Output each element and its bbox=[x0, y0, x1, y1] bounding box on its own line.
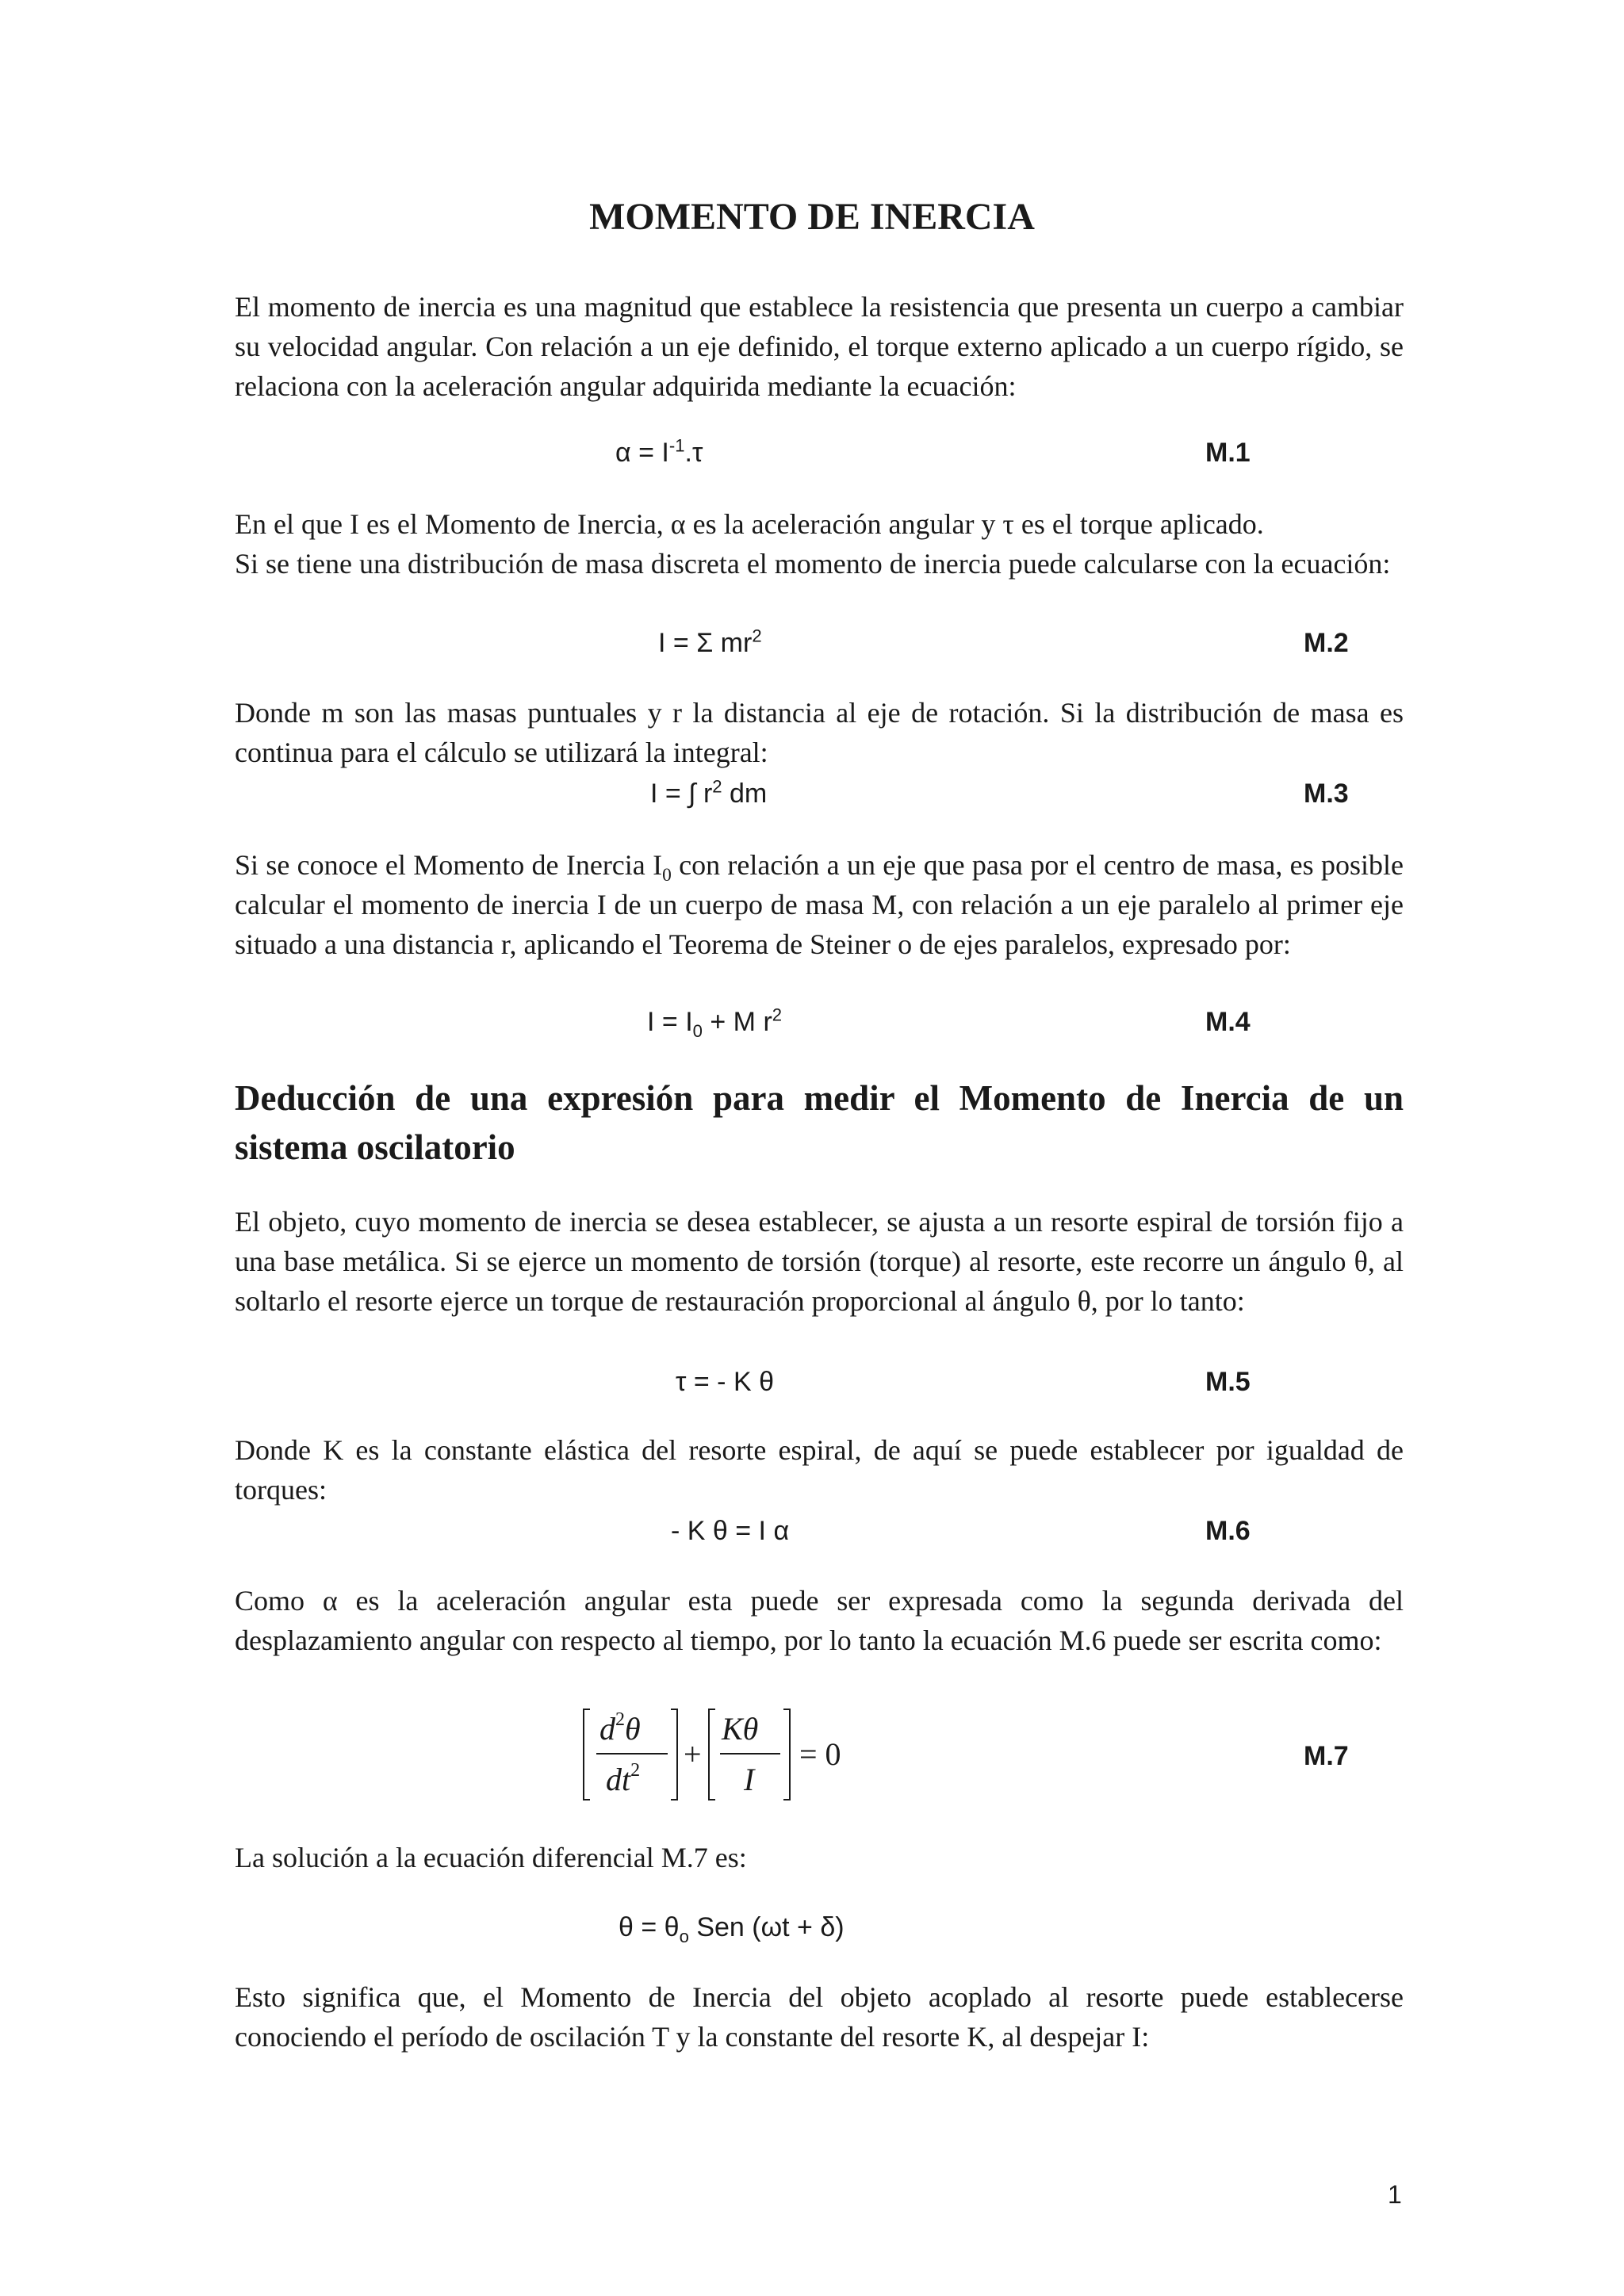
paragraph-intro: El momento de inercia es una magnitud que establece la resistencia que presenta un cuerpo a cambiar su velocidad angular. Con relación a un eje definido, el torque externo aplicado a un cuerpo rígido, se relaciona con la aceleración angular adquirida mediante la ecuación: bbox=[235, 291, 1404, 402]
fraction-1-denominator: $dt^2$ bbox=[606, 1760, 641, 1797]
paragraph-spring: El objeto, cuyo momento de inercia se desea establecer, se ajusta a un resorte espiral de torsión fijo a una base metálica. Si se ejerce un momento de torsión (torque) al resorte, este recorre un ángulo θ, al soltarlo el resorte ejerce un torque de restauración proporcional al ángulo θ, por lo tanto: bbox=[235, 1206, 1404, 1317]
equation-m6-expr: - K θ = I α bbox=[671, 1516, 790, 1546]
fraction-2-denominator: I bbox=[744, 1762, 755, 1797]
equation-m3-expr: I = ∫ $r^2$ dm bbox=[650, 776, 768, 809]
equation-m3-label: M.3 bbox=[1304, 779, 1349, 809]
plus-sign: + bbox=[684, 1736, 702, 1772]
equation-m6-label: M.6 bbox=[1205, 1516, 1251, 1546]
page-number: 1 bbox=[1388, 2180, 1402, 2209]
equation-m1 bbox=[235, 433, 1404, 473]
equation-m4-label: M.4 bbox=[1205, 1007, 1251, 1037]
page-title: MOMENTO DE INERCIA bbox=[589, 196, 1035, 238]
equation-solution-expr: $\theta = \theta_o$ Sen (ωt + δ) bbox=[619, 1912, 845, 1946]
equation-m1-expr: $\alpha = I^{-1}.\tau$ bbox=[615, 435, 703, 468]
equation-m7 bbox=[235, 1736, 1404, 1776]
paragraph-angular-acceleration: Como α es la aceleración angular esta puede ser expresada como la segunda derivada del desplazamiento angular con respecto al tiempo, por lo tanto la ecuación M.6 puede ser escrita como: bbox=[235, 1585, 1404, 1656]
section-heading: Deducción de una expresión para medir el Momento de Inercia de un sistema oscilatorio bbox=[235, 1078, 1404, 1167]
equation-m5-label: M.5 bbox=[1205, 1367, 1251, 1397]
equation-m4-expr: $I = I_0 + M$ $r^2$ bbox=[647, 1004, 783, 1041]
paragraph-continuous-mass: Donde m son las masas puntuales y r la distancia al eje de rotación. Si la distribución de masa es continua para el cálculo se utilizará la integral: bbox=[235, 697, 1404, 768]
equation-m1-label: M.1 bbox=[1205, 438, 1251, 468]
equals-zero: = 0 bbox=[799, 1736, 841, 1772]
equation-m5 bbox=[235, 1362, 1404, 1402]
paragraph-discrete-mass: Si se tiene una distribución de masa discreta el momento de inercia puede calcularse con la ecuación: bbox=[235, 548, 1391, 580]
equation-m4 bbox=[235, 1002, 1404, 1042]
paragraph-solution: La solución a la ecuación diferencial M.7 es: bbox=[235, 1842, 747, 1873]
equation-m5-expr: τ = - K θ bbox=[676, 1367, 774, 1397]
paragraph-conclusion: Esto significa que, el Momento de Inercia del objeto acoplado al resorte puede establecerse conociendo el período de oscilación T y la constante del resorte K, al despejar I: bbox=[235, 1981, 1404, 2053]
equation-m2 bbox=[235, 623, 1404, 663]
equation-m2-expr: I = Σ $mr^2$ bbox=[658, 626, 762, 658]
equation-m7-label: M.7 bbox=[1304, 1741, 1349, 1771]
fraction-1-numerator: $d^2\theta$ bbox=[599, 1709, 641, 1747]
equation-m6 bbox=[235, 1511, 1404, 1551]
equation-m2-label: M.2 bbox=[1304, 628, 1349, 658]
equation-solution bbox=[235, 1908, 1404, 1947]
equation-m3 bbox=[235, 774, 1404, 813]
paragraph-elastic-constant: Donde K es la constante elástica del resorte espiral, de aquí se puede establecer por igualdad de torques: bbox=[235, 1434, 1404, 1506]
fraction-2-numerator: Kθ bbox=[722, 1711, 759, 1747]
paragraph-steiner: Si se conoce el Momento de Inercia $I_0$ con relación a un eje que pasa por el centro de masa, es posible calcular el momento de inercia I de un cuerpo de masa M, con relación a un eje paralelo al primer eje situado a una distancia r, aplicando el Teorema de Steiner o de ejes paralelos, expresado por: bbox=[235, 849, 1404, 960]
paragraph-definitions: En el que I es el Momento de Inercia, α es la aceleración angular y τ es el torque aplicado. bbox=[235, 508, 1264, 540]
